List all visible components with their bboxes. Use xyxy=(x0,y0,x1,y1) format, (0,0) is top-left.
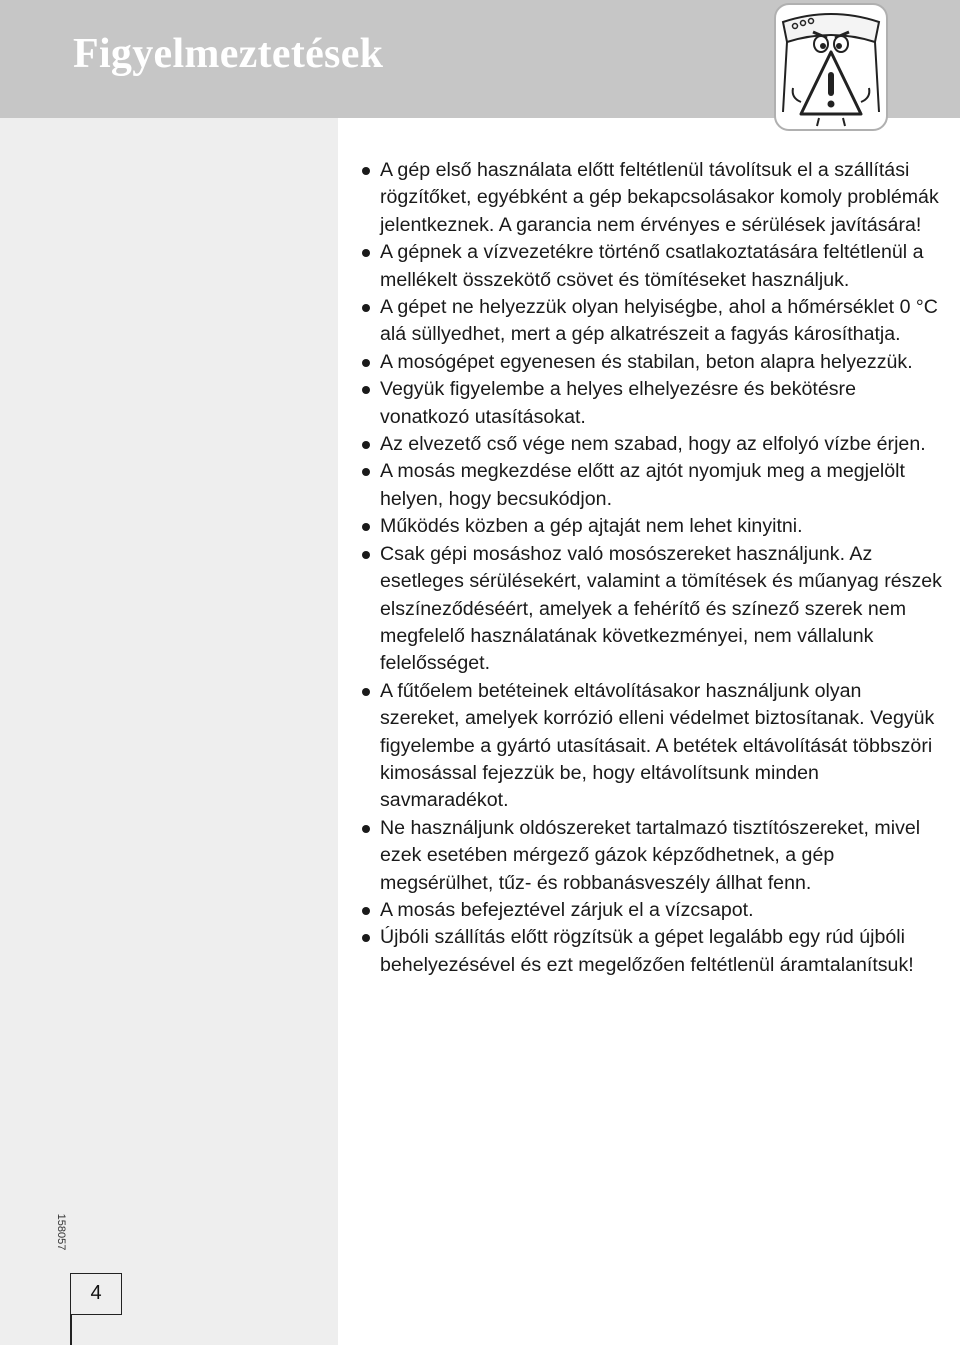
warnings-content xyxy=(356,157,946,979)
warning-item: Újbóli szállítás előtt rögzítsük a gépet legalább egy rúd újbóli behelyezésével és ezt megelőzően feltétlenül áramtalanítsuk! xyxy=(356,924,946,979)
side-panel xyxy=(0,118,338,1345)
warning-item: Csak gépi mosáshoz való mosószereket használjunk. Az esetleges sérülésekért, valamint a tömítések és műanyag részek elszíneződéséért, amelyek a fehérítő és színező szerek nem megfelelő használatának következményei, nem vállalunk felelősséget. xyxy=(356,541,946,678)
warning-item: A mosás megkezdése előtt az ajtót nyomjuk meg a megjelölt helyen, hogy becsukódjon. xyxy=(356,458,946,513)
warning-item: A fűtőelem betéteinek eltávolításakor használjunk olyan szereket, amelyek korrózió elleni védelmet biztosítanak. Vegyük figyelembe a gyártó utasításait. A betétek eltávolítását többszöri kimosással fejezzük be, hogy eltávolítsunk minden savmaradékot. xyxy=(356,678,946,815)
warning-item: Ne használjunk oldószereket tartalmazó tisztítószereket, mivel ezek esetében mérgező gázok képződhetnek, a gép megsérülhet, tűz- és robbanásveszély állhat fenn. xyxy=(356,815,946,897)
warning-item: A gépet ne helyezzük olyan helyiségbe, ahol a hőmérséklet 0 °C alá süllyedhet, mert a gép alkatrészeit a fagyás károsíthatja. xyxy=(356,294,946,349)
warning-item: Az elvezető cső vége nem szabad, hogy az elfolyó vízbe érjen. xyxy=(356,431,946,458)
warning-item: A gépnek a vízvezetékre történő csatlakoztatására feltétlenül a mellékelt összekötő csövet és tömítéseket használjuk. xyxy=(356,239,946,294)
warning-item: A mosás befejeztével zárjuk el a vízcsapot. xyxy=(356,897,946,924)
page-title: Figyelmeztetések xyxy=(73,31,384,77)
warning-item: Vegyük figyelembe a helyes elhelyezésre és bekötésre vonatkozó utasításokat. xyxy=(356,376,946,431)
page-number-box xyxy=(70,1273,122,1315)
page-number-line xyxy=(70,1315,72,1345)
warning-item: Működés közben a gép ajtaját nem lehet kinyitni. xyxy=(356,513,946,540)
warnings-list xyxy=(356,157,946,979)
document-code xyxy=(48,1210,74,1254)
document-code-text: 158057 xyxy=(55,1213,67,1251)
warning-item: A mosógépet egyenesen és stabilan, beton alapra helyezzük. xyxy=(356,349,946,376)
warning-item: A gép első használata előtt feltétlenül távolítsuk el a szállítási rögzítőket, egyébként a gép bekapcsolásakor komoly problémák jelentkeznek. A garancia nem érvényes e sérülések javítására! xyxy=(356,157,946,239)
warning-mascot-icon xyxy=(773,2,889,132)
page-number: 4 xyxy=(90,1282,102,1304)
